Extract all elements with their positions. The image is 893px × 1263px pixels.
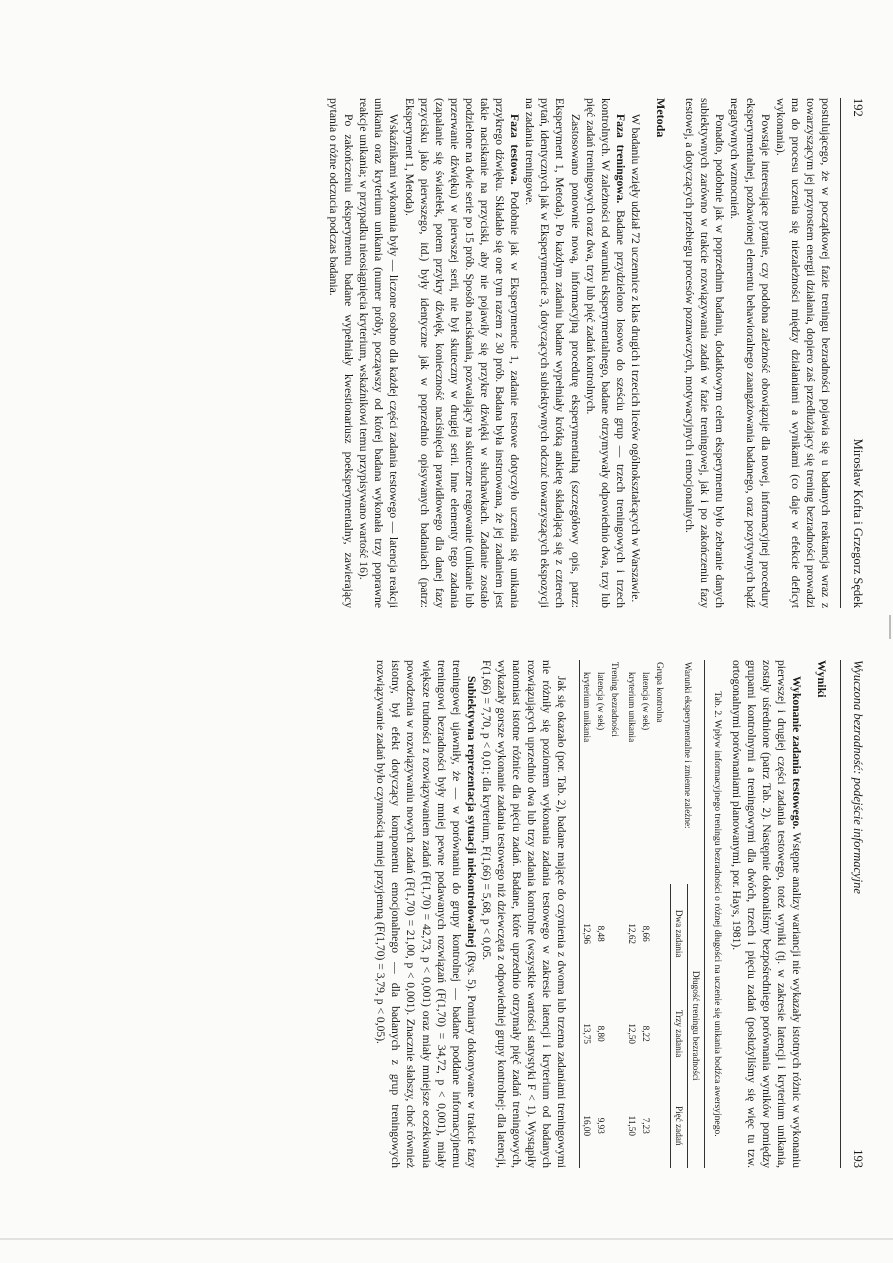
- table-cell: 8,48: [596, 925, 607, 942]
- table-cell: 12,96: [580, 884, 595, 984]
- table-group-row: [653, 660, 671, 1168]
- left-page-number: 192: [851, 98, 865, 117]
- table-header-three: Trzy zadania: [671, 984, 688, 1084]
- table-cell: 8,66: [641, 925, 652, 942]
- table-cell: 9,93: [596, 1117, 607, 1134]
- run-in-heading: Faza testowa.: [508, 114, 522, 185]
- right-running-head: Wyuczona bezradność: podejście informacyjne: [851, 660, 865, 894]
- table-caption: Tab. 2. Wpływ informacyjnego treningu bezradności o różnej długości na uczenie się unikania bodźca awersyjnego.: [712, 691, 724, 1137]
- paragraph-text: Podobnie jak w Eksperymencie 1, zadanie testowe dotyczyło uczenia się unikania przykrego dźwięku. Składało się one tym razem z 30 prób. Badana była instruowana, że jej zadaniem jest takie naciskanie na przyciski, aby nie pojawiły się przykre dźwięki w słuchawkach. Zadanie zostało podzielone na dwie serie po 15 prób. Sposób naciskania, pozwalający na skuteczne reagowanie (unikanie lub przerwanie dźwięku) w pierwszej serii, nie był skuteczny w drugiej serii. Inne elementy tego zadania (zapalanie się światełek, potem przykry dźwięk, konieczność naciśnięcia prawidłowego dla danej fazy przycisku jako pierwszego, itd.) były identyczne jak w poprzednio opisywanych badaniach (patrz: Eksperyment 1, Metoda).: [402, 98, 522, 608]
- table-cell: 16,00: [580, 1084, 595, 1169]
- table-header-group: Długość treningu bezradności: [688, 884, 705, 1168]
- table-group-row: [608, 660, 625, 1168]
- results-table: [579, 660, 705, 1168]
- paragraph: [373, 660, 479, 1168]
- scan-edge: [0, 1238, 893, 1240]
- table-cell: 13,75: [580, 984, 595, 1084]
- table-cell: 7,23: [641, 1117, 652, 1134]
- table-header-five: Pięć zadań: [671, 1084, 688, 1169]
- table-row: [594, 660, 608, 1168]
- table-cell: 12,50: [627, 1023, 638, 1044]
- left-header-rule: [840, 98, 841, 608]
- left-page-header: [843, 98, 869, 608]
- paragraph: [728, 660, 803, 1168]
- paragraph: Zastosowano ponownie nową, informacyjną procedurę eksperymentalną (szczegółowy opis, patrz: Eksperyment 1, Metoda). Po każdym zadaniu badane wypełniały krótką ankietę składającą się z czterech pytań, identycznych jak w Eksperymencie 3, dotyczących subiektywnych odczuć towarzyszących ekspozycji na zadania treningowe.: [523, 98, 582, 608]
- table-cell: 12,62: [627, 923, 638, 944]
- run-in-heading: Subiektywna reprezentacja sytuacji niekontrolowalnej: [464, 676, 478, 948]
- scan-mark: [889, 615, 891, 639]
- left-running-head: Mirosław Kofta i Grzegorz Sędek: [851, 438, 865, 608]
- paragraph-text: (Rys. 5). Pomiary dokonywane w trakcie fazy treningowej ujawniły, że — w porównaniu do grupy kontrolnej — badane poddane informacyjnemu treningowi bezradności były mniej pewne podawanych rozwiązań (F(1,70) = 34,72, p < 0,001), miały większe trudności z rozwiązywaniem zadań (F(1,70) = 42,73, p < 0,001) oraz miały mniejsze oczekiwania powodzenia w rozwiązywaniu nowych zadań (F(1,70) = 21,00, p < 0,001). Znacznie słabszy, choć również istotny, był efekt dotyczący komponentu emocjonalnego — dla badanych z grup treningowych rozwiązywanie zadań było czynnością mniej przyjemną (F(1,70) = 3,79, p < 0,05).: [374, 660, 478, 1168]
- left-page-body: [326, 98, 833, 608]
- run-in-heading: Faza treningowa.: [613, 114, 627, 204]
- right-page: [169, 660, 869, 1168]
- table-cell: 8,22: [641, 1025, 652, 1042]
- section-heading-method: Metoda: [654, 98, 669, 138]
- paragraph: Ponadto, podobnie jak w poprzednim badaniu, dodatkowym celem eksperymentu było zebranie danych subiektywnych zarówno w trakcie rozwiązywania zadań w fazie treningowej, jak i po zakończeniu fazy testowej, a dotyczących przebiegu procesów poznawczych, motywacyjnych i emocjonalnych.: [683, 98, 727, 608]
- table-row: [639, 660, 653, 1168]
- table-row-label: latencja (w sek): [596, 672, 607, 731]
- left-page: [169, 98, 869, 608]
- table-header-conditions: Warunki eksperymentalne i zmienne zależne:: [671, 660, 705, 884]
- section-heading-results: Wyniki: [815, 660, 829, 698]
- paragraph-text: Badane przydzielono losowo do sześciu grup — trzech treningowych i trzech kontrolnych. W zależności od warunku eksperymentalnego, badane otrzymywały odpowiednio dwa, trzy lub pięć zadań treningowych oraz dwa, trzy lub pięć zadań kontrolnych.: [583, 98, 627, 608]
- table-row-label: kryterium unikania: [580, 660, 595, 884]
- table-row-label: latencja (w sek): [641, 672, 652, 731]
- paragraph: [401, 98, 522, 608]
- right-page-number: 193: [851, 1149, 865, 1168]
- table-cell: 8,80: [596, 1025, 607, 1042]
- table-header-row: [688, 660, 705, 1168]
- paragraph: Powstaje interesujące pytanie, czy podobna zależność obowiązuje dla nowej, informacyjnej procedury eksperymentalnej, pozbawionej elementu behawioralnego zaangażowania badanego, oraz pozytywnych bądź negatywnych wzmocnień.: [728, 98, 772, 608]
- paragraph: postulującego, że w początkowej fazie treningu bezradności pojawia się u badanych reaktancja wraz z towarzyszącym jej przyrostem energii działania, dopiero zaś przedłużający się trening bezradności prowadzi ma do procesu uczenia się niezależności między działaniami a wynikami (co daje w efekcie deficyt wykonania).: [773, 98, 832, 608]
- paragraph: Jak się okazało (por. Tab. 2), badane mające do czynienia z dwoma lub trzema zadaniami treningowymi nie różniły się poziomem wykonania zadania testowego w zakresie latencji i kryterium od badanych rozwiązujących uprzednio dwa lub trzy zadania kontrolne (wszystkie wartości statystyki F < 1). Wystąpiły natomiast istotne różnice dla pięciu zadań. Badane, które uprzednio otrzymały pięć zadań treningowych, wykazały gorsze wykonanie zadania testowego niż dziewczęta z odpowiedniej grupy kontrolnej: dla latencji, F(1,66) = 7,70, p < 0,01; dla kryterium, F(1,66) = 5,68, p < 0,05.: [479, 660, 569, 1168]
- table-group-label: Trening bezradności: [610, 662, 621, 737]
- table-cell: 11,50: [627, 1115, 638, 1136]
- paragraph: W badaniu wzięły udział 72 uczennice z klas drugich i trzecich liceów ogólnokształcących w Warszawie.: [628, 114, 642, 603]
- table-header-two: Dwa zadania: [671, 884, 688, 984]
- right-header-rule: [840, 660, 841, 1168]
- right-page-body: [373, 660, 833, 1168]
- paragraph-text: Wstępne analizy wariancji nie wykazały istotnych różnic w wykonaniu pierwszej i drugiej części zadania testowego, toteż wyniki (tj. w zakresie latencji i kryterium unikania, zostały uśrednione (patrz Tab. 2). Następnie dokonaliśmy bezpośredniego porównania wyników pomiędzy grupami kontrolnymi a treningowymi dla dwóch, trzech i pięciu zadań (posłużyliśmy się więc tu tzw. ortogonalnymi porównaniami planowanymi, por. Hays, 1981).: [729, 660, 803, 1169]
- paragraph: Po zakończeniu eksperymentu badane wypełniały kwestionariusz poeksperymentalny, zawierający pytania o różne odczucia podczas badania.: [327, 98, 356, 608]
- table-group-label: Grupa kontrolna: [655, 662, 666, 723]
- run-in-heading: Wykonanie zadania testowego.: [789, 676, 803, 830]
- right-page-header: [843, 660, 869, 1168]
- table-row: [580, 660, 595, 1168]
- paragraph: [583, 98, 628, 608]
- spacer: [569, 660, 579, 1168]
- paragraph: Wskaźnikami wykonania były — liczone osobno dla każdej części zadania testowego — latencja reakcji unikania oraz kryterium unikania (numer próby, począwszy od której badana wykonała trzy poprawne reakcje unikania; w przypadku nieosiągnięcia kryterium, wskaźnikowi temu przypisywano wartość 16).: [357, 98, 401, 608]
- table-row-label: kryterium unikania: [627, 672, 638, 743]
- table-row: [625, 660, 639, 1168]
